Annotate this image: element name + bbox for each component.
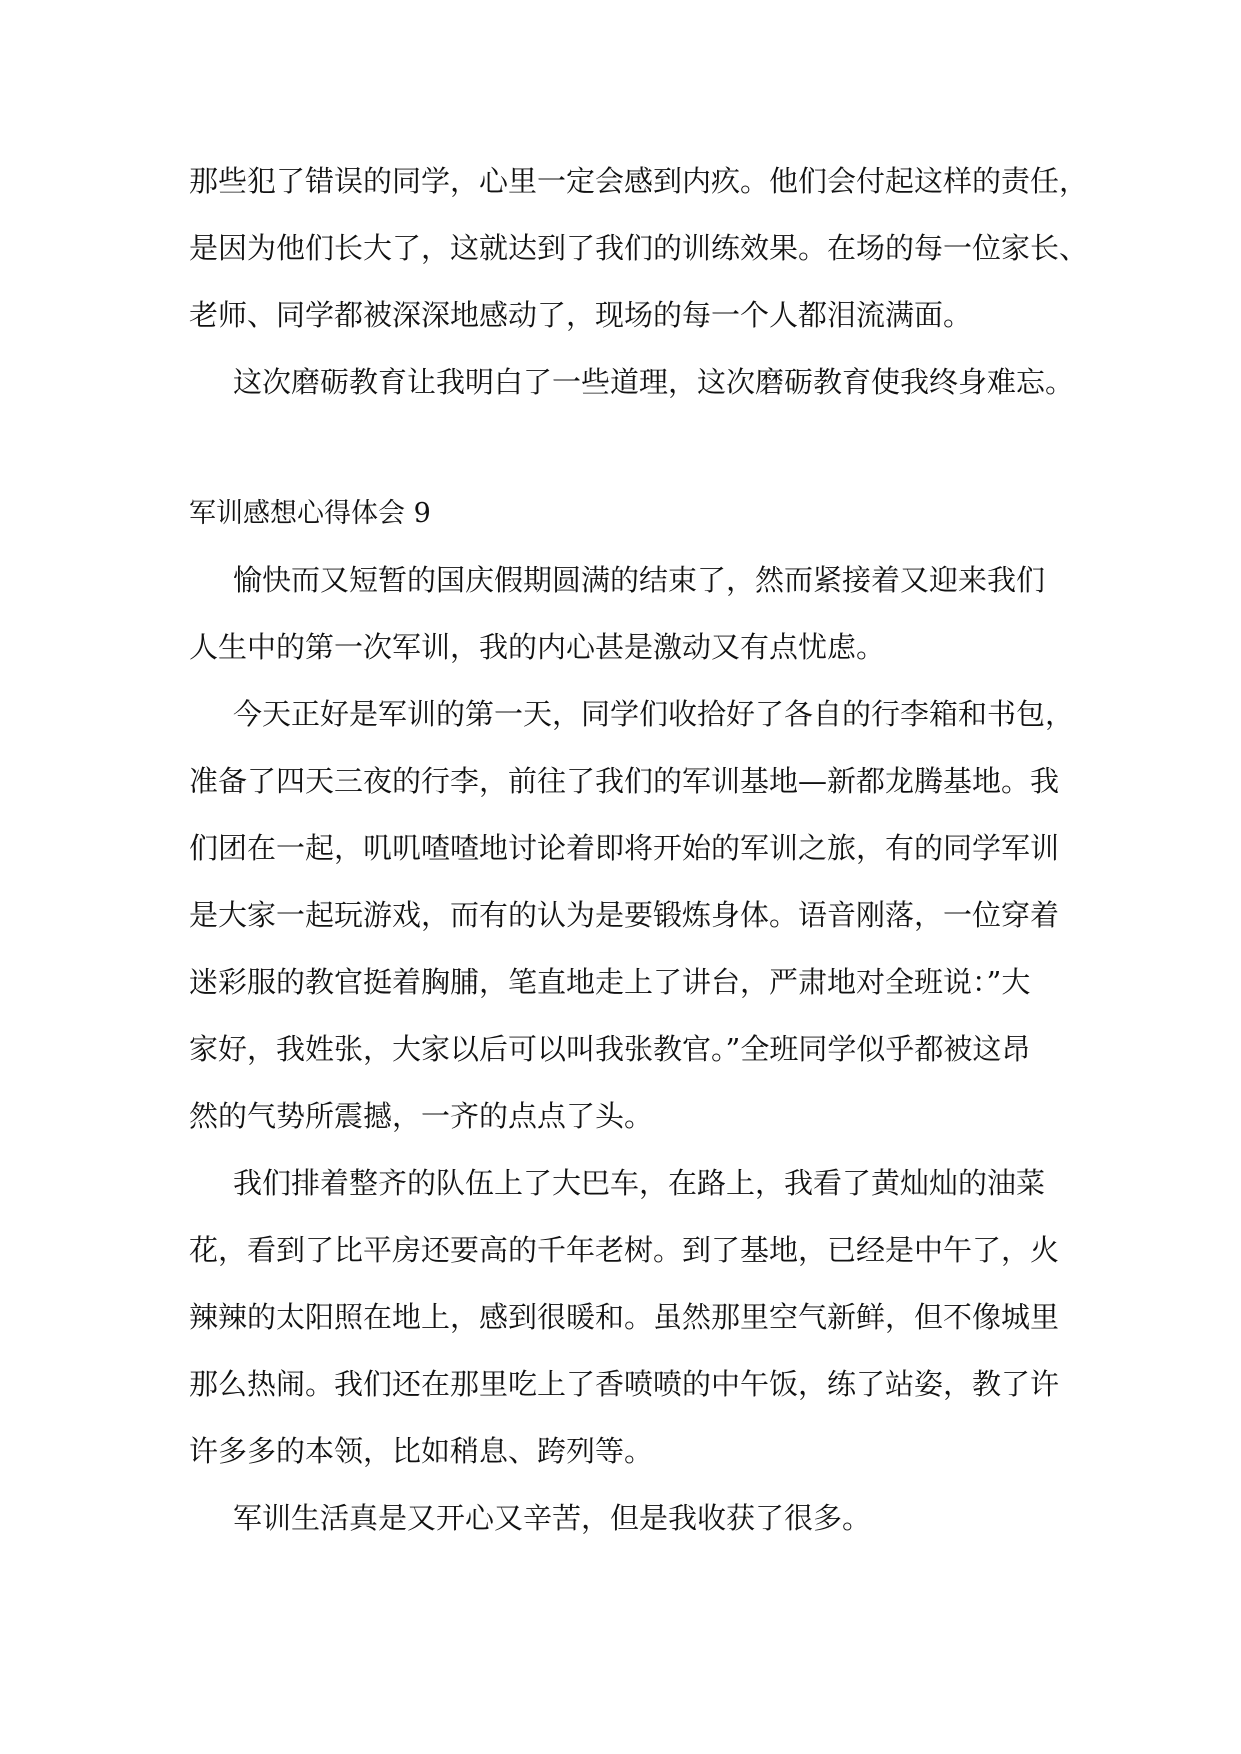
paragraph — [189, 1485, 1055, 1552]
paragraph-gap — [189, 416, 1055, 480]
text-line: 人生中的第一次军训，我的内心甚是激动又有点忧虑。 — [189, 630, 886, 664]
text-line: 是因为他们长大了，这就达到了我们的训练效果。在场的每一位家长、 — [189, 231, 1089, 265]
paragraph — [189, 349, 1075, 416]
text-line: 然的气势所震撼，一齐的点点了头。 — [189, 1099, 654, 1133]
text-line: 家好，我姓张，大家以后可以叫我张教官。”全班同学似乎都被这昂 — [189, 1032, 1031, 1066]
text-line: 那些犯了错误的同学，心里一定会感到内疚。他们会付起这样的责任， — [189, 164, 1089, 198]
text-line: 老师、同学都被深深地感动了，现场的每一个人都泪流满面。 — [189, 298, 973, 332]
paragraph — [189, 547, 1055, 681]
text-line: 们团在一起，叽叽喳喳地讨论着即将开始的军训之旅，有的同学军训 — [189, 831, 1060, 865]
text-line: 愉快而又短暂的国庆假期圆满的结束了，然而紧接着又迎来我们 — [233, 563, 1046, 597]
text-line: 这次磨砺教育让我明白了一些道理，这次磨砺教育使我终身难忘。 — [233, 365, 1075, 399]
text-line: 那么热闹。我们还在那里吃上了香喷喷的中午饭，练了站姿，教了许 — [189, 1367, 1060, 1401]
text-line: 准备了四天三夜的行李，前往了我们的军训基地—新都龙腾基地。我 — [189, 764, 1060, 798]
paragraph — [189, 148, 1089, 349]
text-line: 花，看到了比平房还要高的千年老树。到了基地，已经是中午了，火 — [189, 1233, 1060, 1267]
paragraph — [189, 1150, 1060, 1485]
text-line: 我们排着整齐的队伍上了大巴车，在路上，我看了黄灿灿的油菜 — [233, 1166, 1046, 1200]
text-line: 迷彩服的教官挺着胸脯，笔直地走上了讲台，严肃地对全班说：”大 — [189, 965, 1031, 999]
text-line: 许多多的本领，比如稍息、跨列等。 — [189, 1434, 654, 1468]
section-title: 军训感想心得体会 9 — [189, 498, 431, 529]
document-page — [189, 148, 1089, 1552]
text-line: 是大家一起玩游戏，而有的认为是要锻炼身体。语音刚落，一位穿着 — [189, 898, 1060, 932]
text-line: 辣辣的太阳照在地上，感到很暖和。虽然那里空气新鲜，但不像城里 — [189, 1300, 1060, 1334]
text-line: 军训生活真是又开心又辛苦，但是我收获了很多。 — [233, 1501, 872, 1535]
text-line: 今天正好是军训的第一天，同学们收拾好了各自的行李箱和书包， — [233, 697, 1075, 731]
paragraph — [189, 681, 1075, 1150]
